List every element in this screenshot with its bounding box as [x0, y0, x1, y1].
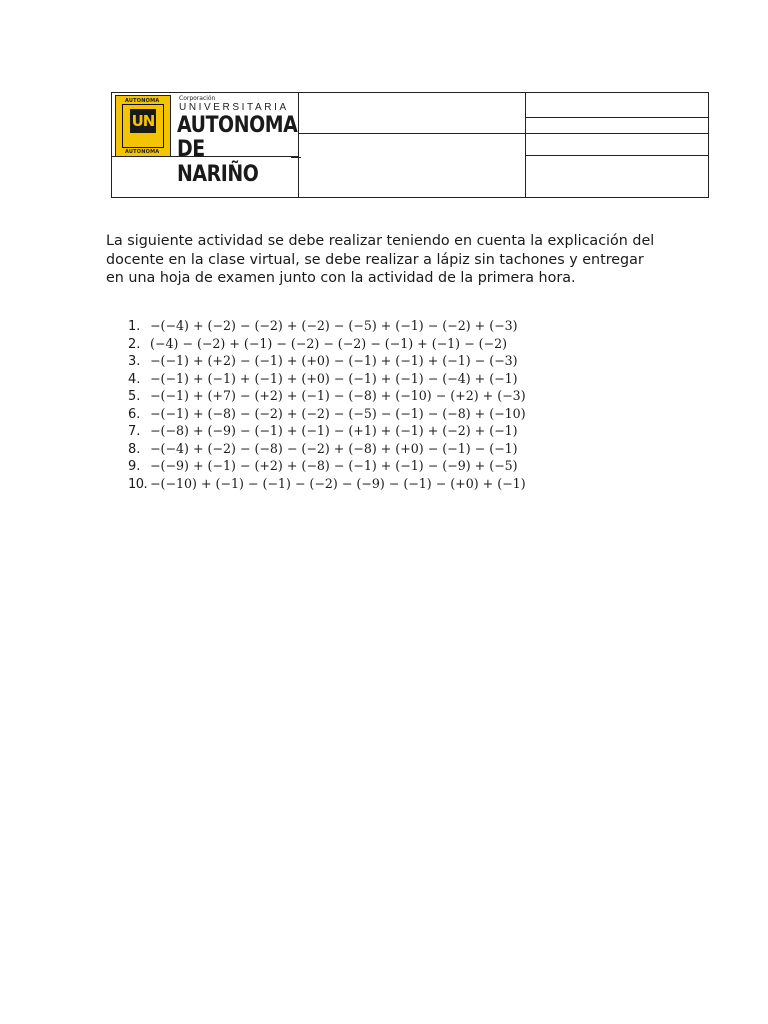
seal-initials: UN: [130, 109, 156, 133]
logo-autonoma: AUTONOMA: [177, 113, 298, 138]
exercise-expression: (−4) − (−2) + (−1) − (−2) − (−2) − (−1) + (−1) − (−2): [150, 335, 508, 351]
instructions-paragraph: La siguiente actividad se debe realizar teniendo en cuenta la explicación del docente en la clase virtual, se debe realizar a lápiz sin tachones y entregar en una hoja de examen junto con la actividad de la primera hora.: [106, 233, 655, 286]
exercise-item: [128, 406, 558, 424]
exercise-item: [128, 336, 558, 354]
exercise-expression: −(−4) + (−2) − (−2) + (−2) − (−5) + (−1) − (−2) + (−3): [150, 318, 518, 333]
exercise-number: 3.: [128, 354, 141, 369]
exercise-item: [128, 318, 558, 336]
exercise-number: 4.: [128, 371, 141, 387]
seal-text-bottom: AUTONOMA: [125, 149, 160, 155]
exercise-expression: −(−1) + (+2) − (−1) + (+0) − (−1) + (−1) + (−1) − (−3): [150, 353, 518, 368]
exercise-item: [128, 458, 558, 476]
header-table: [111, 92, 709, 198]
university-logo: [115, 95, 298, 187]
exercise-expression: −(−1) + (−8) − (−2) + (−2) − (−5) − (−1) − (−8) + (−10): [150, 405, 526, 421]
exercise-number: 1.: [128, 319, 141, 334]
logo-universitaria: UNIVERSITARIA: [179, 102, 289, 113]
seal-text-top: AUTONOMA: [125, 98, 160, 104]
exercise-expression: −(−9) + (−1) − (+2) + (−8) − (−1) + (−1) − (−9) + (−5): [150, 458, 518, 473]
table-divider: [298, 93, 299, 197]
exercise-expression: −(−8) + (−9) − (−1) + (−1) − (+1) + (−1) + (−2) + (−1): [150, 423, 518, 438]
exercise-item: [128, 476, 558, 494]
exercise-number: 5.: [128, 389, 141, 404]
exercise-item: [128, 388, 558, 406]
exercise-expression: −(−10) + (−1) − (−1) − (−2) − (−9) − (−1) − (+0) + (−1): [150, 475, 526, 491]
exercise-number: 7.: [128, 424, 141, 439]
logo-underline: [291, 157, 301, 158]
exercise-expression: −(−1) + (+7) − (+2) + (−1) − (−8) + (−10) − (+2) + (−3): [150, 388, 526, 403]
exercise-number: 2.: [128, 336, 141, 352]
table-divider: [526, 155, 708, 156]
exercise-item: [128, 423, 558, 441]
exercise-number: 6.: [128, 406, 141, 422]
exercise-item: [128, 441, 558, 459]
table-divider: [526, 133, 708, 134]
table-divider: [299, 133, 526, 134]
table-divider: [525, 93, 526, 197]
exercise-number: 9.: [128, 459, 141, 474]
exercise-expression: −(−1) + (−1) + (−1) + (+0) − (−1) + (−1) − (−4) + (−1): [150, 370, 518, 386]
logo-de-narino: DE NARIÑO: [177, 137, 259, 187]
exercise-expression: −(−4) + (−2) − (−8) − (−2) + (−8) + (+0) − (−1) − (−1): [150, 440, 518, 456]
exercise-list: [128, 318, 558, 493]
exercise-number: 10.: [128, 476, 148, 492]
table-divider: [526, 117, 708, 118]
logo-corporacion: Corporación: [179, 95, 216, 102]
exercise-item: [128, 353, 558, 371]
logo-seal: [115, 95, 171, 157]
exercise-number: 8.: [128, 441, 141, 457]
exercise-item: [128, 371, 558, 389]
